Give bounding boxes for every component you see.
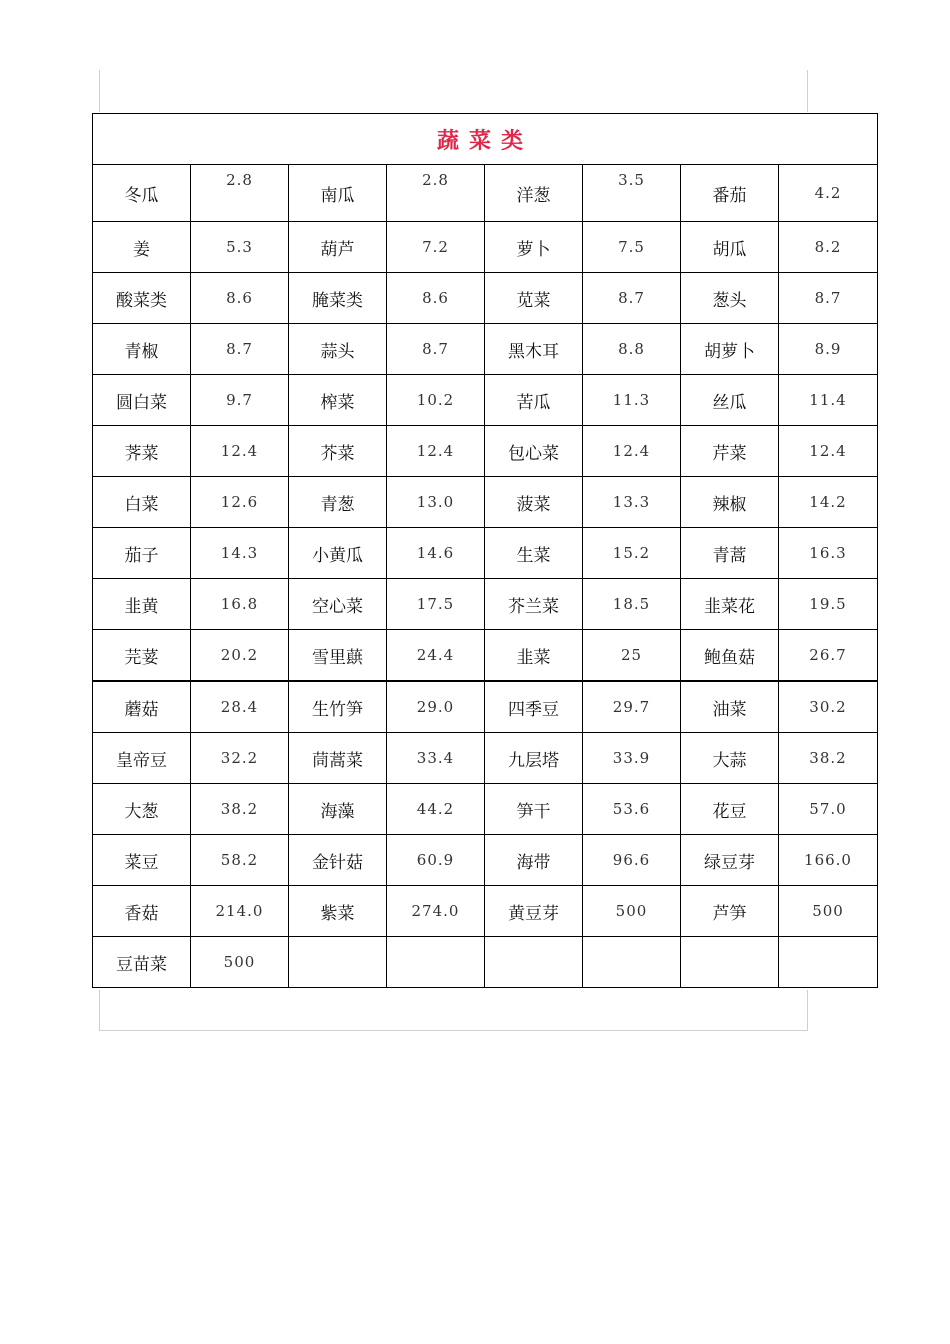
vegetable-value-cell[interactable]: 38.2: [191, 784, 289, 835]
vegetable-value-cell[interactable]: 3.5: [583, 165, 681, 222]
vegetable-name-cell[interactable]: 韭菜花: [681, 579, 779, 630]
margin-guide-right-top: [807, 70, 808, 112]
vegetable-value-cell[interactable]: 14.3: [191, 528, 289, 579]
vegetable-value-cell[interactable]: 12.4: [387, 426, 485, 477]
margin-guide-bottom: [99, 1030, 808, 1031]
vegetable-value-cell[interactable]: 5.3: [191, 222, 289, 273]
vegetable-value-cell[interactable]: 16.3: [779, 528, 878, 579]
vegetable-value-cell[interactable]: 8.7: [387, 324, 485, 375]
table-row: [93, 784, 878, 835]
vegetable-name-cell[interactable]: 生菜: [485, 528, 583, 579]
vegetable-value-cell[interactable]: 96.6: [583, 835, 681, 886]
vegetable-value-cell[interactable]: 32.2: [191, 733, 289, 784]
vegetable-value-cell[interactable]: 16.8: [191, 579, 289, 630]
vegetable-name-cell[interactable]: 菜豆: [93, 835, 191, 886]
vegetable-name-cell[interactable]: 荠菜: [93, 426, 191, 477]
vegetable-name-cell[interactable]: [681, 937, 779, 988]
vegetable-name-cell[interactable]: 生竹笋: [289, 681, 387, 733]
vegetable-value-cell[interactable]: 8.7: [779, 273, 878, 324]
vegetable-value-cell[interactable]: 8.7: [583, 273, 681, 324]
vegetable-name-cell[interactable]: 花豆: [681, 784, 779, 835]
vegetable-name-cell[interactable]: 茼蒿菜: [289, 733, 387, 784]
table-row: [93, 528, 878, 579]
vegetable-value-cell[interactable]: 58.2: [191, 835, 289, 886]
vegetable-value-cell[interactable]: 10.2: [387, 375, 485, 426]
vegetable-value-cell[interactable]: 4.2: [779, 165, 878, 222]
table-row: [93, 886, 878, 937]
vegetable-value-cell[interactable]: 12.4: [583, 426, 681, 477]
vegetable-name-cell[interactable]: 四季豆: [485, 681, 583, 733]
vegetable-value-cell[interactable]: 8.6: [191, 273, 289, 324]
vegetable-table: [92, 113, 878, 988]
vegetable-value-cell[interactable]: 28.4: [191, 681, 289, 733]
vegetable-name-cell[interactable]: 蒜头: [289, 324, 387, 375]
vegetable-name-cell[interactable]: 韭菜: [485, 630, 583, 682]
vegetable-value-cell[interactable]: 60.9: [387, 835, 485, 886]
vegetable-name-cell[interactable]: 皇帝豆: [93, 733, 191, 784]
vegetable-name-cell[interactable]: [485, 937, 583, 988]
vegetable-name-cell[interactable]: 芹菜: [681, 426, 779, 477]
vegetable-value-cell[interactable]: 214.0: [191, 886, 289, 937]
table-row: [93, 630, 878, 682]
vegetable-name-cell[interactable]: 海带: [485, 835, 583, 886]
vegetable-value-cell[interactable]: 20.2: [191, 630, 289, 682]
vegetable-name-cell[interactable]: 绿豆芽: [681, 835, 779, 886]
vegetable-name-cell[interactable]: 空心菜: [289, 579, 387, 630]
vegetable-value-cell[interactable]: 38.2: [779, 733, 878, 784]
vegetable-name-cell[interactable]: 韭黄: [93, 579, 191, 630]
vegetable-name-cell[interactable]: 圆白菜: [93, 375, 191, 426]
vegetable-name-cell[interactable]: 海藻: [289, 784, 387, 835]
vegetable-name-cell[interactable]: 芫荽: [93, 630, 191, 682]
vegetable-name-cell[interactable]: 榨菜: [289, 375, 387, 426]
vegetable-value-cell[interactable]: 44.2: [387, 784, 485, 835]
vegetable-name-cell[interactable]: 胡萝卜: [681, 324, 779, 375]
vegetable-value-cell[interactable]: 33.9: [583, 733, 681, 784]
vegetable-name-cell[interactable]: 茄子: [93, 528, 191, 579]
vegetable-value-cell[interactable]: 8.7: [191, 324, 289, 375]
table-row: [93, 273, 878, 324]
vegetable-value-cell[interactable]: 25: [583, 630, 681, 682]
vegetable-name-cell[interactable]: 冬瓜: [93, 165, 191, 222]
vegetable-value-cell[interactable]: [779, 937, 878, 988]
vegetable-name-cell[interactable]: 青椒: [93, 324, 191, 375]
table-row: [93, 477, 878, 528]
vegetable-name-cell[interactable]: 大蒜: [681, 733, 779, 784]
vegetable-name-cell[interactable]: 九层塔: [485, 733, 583, 784]
vegetable-value-cell[interactable]: 274.0: [387, 886, 485, 937]
vegetable-name-cell[interactable]: 芥菜: [289, 426, 387, 477]
vegetable-value-cell[interactable]: [387, 937, 485, 988]
margin-guide-right-bottom: [807, 990, 808, 1030]
vegetable-name-cell[interactable]: 雪里蕻: [289, 630, 387, 682]
vegetable-value-cell[interactable]: 26.7: [779, 630, 878, 682]
vegetable-name-cell[interactable]: 小黄瓜: [289, 528, 387, 579]
table-row: [93, 375, 878, 426]
vegetable-name-cell[interactable]: 白菜: [93, 477, 191, 528]
vegetable-value-cell[interactable]: 2.8: [191, 165, 289, 222]
vegetable-name-cell[interactable]: 葫芦: [289, 222, 387, 273]
vegetable-name-cell[interactable]: 洋葱: [485, 165, 583, 222]
vegetable-name-cell[interactable]: 紫菜: [289, 886, 387, 937]
vegetable-name-cell[interactable]: 苦瓜: [485, 375, 583, 426]
vegetable-name-cell[interactable]: 包心菜: [485, 426, 583, 477]
vegetable-name-cell[interactable]: 姜: [93, 222, 191, 273]
table-row: [93, 165, 878, 222]
vegetable-value-cell[interactable]: 500: [779, 886, 878, 937]
vegetable-value-cell[interactable]: [583, 937, 681, 988]
vegetable-value-cell[interactable]: 9.7: [191, 375, 289, 426]
vegetable-name-cell[interactable]: 芥兰菜: [485, 579, 583, 630]
vegetable-name-cell[interactable]: 豆苗菜: [93, 937, 191, 988]
vegetable-name-cell[interactable]: 酸菜类: [93, 273, 191, 324]
vegetable-value-cell[interactable]: 7.2: [387, 222, 485, 273]
table-row: [93, 324, 878, 375]
table-body: [93, 114, 878, 988]
table-row: [93, 222, 878, 273]
margin-guide-left-bottom: [99, 990, 100, 1030]
vegetable-value-cell[interactable]: 11.4: [779, 375, 878, 426]
vegetable-name-cell[interactable]: 金针菇: [289, 835, 387, 886]
vegetable-value-cell[interactable]: 166.0: [779, 835, 878, 886]
vegetable-name-cell[interactable]: [289, 937, 387, 988]
vegetable-value-cell[interactable]: 12.4: [779, 426, 878, 477]
vegetable-value-cell[interactable]: 8.6: [387, 273, 485, 324]
vegetable-name-cell[interactable]: 番茄: [681, 165, 779, 222]
vegetable-value-cell[interactable]: 17.5: [387, 579, 485, 630]
vegetable-value-cell[interactable]: 33.4: [387, 733, 485, 784]
vegetable-value-cell[interactable]: 12.4: [191, 426, 289, 477]
table-row: [93, 733, 878, 784]
vegetable-name-cell[interactable]: 菠菜: [485, 477, 583, 528]
vegetable-name-cell[interactable]: 葱头: [681, 273, 779, 324]
vegetable-value-cell[interactable]: 8.2: [779, 222, 878, 273]
margin-guide-left-top: [99, 70, 100, 112]
vegetable-name-cell[interactable]: 笋干: [485, 784, 583, 835]
vegetable-name-cell[interactable]: 大葱: [93, 784, 191, 835]
table-row: [93, 937, 878, 988]
vegetable-name-cell[interactable]: 辣椒: [681, 477, 779, 528]
vegetable-value-cell[interactable]: 15.2: [583, 528, 681, 579]
vegetable-name-cell[interactable]: 丝瓜: [681, 375, 779, 426]
vegetable-name-cell[interactable]: 蘑菇: [93, 681, 191, 733]
vegetable-name-cell[interactable]: 油菜: [681, 681, 779, 733]
vegetable-value-cell[interactable]: 57.0: [779, 784, 878, 835]
vegetable-name-cell[interactable]: 青蒿: [681, 528, 779, 579]
table-row: [93, 835, 878, 886]
vegetable-value-cell[interactable]: 7.5: [583, 222, 681, 273]
vegetable-value-cell[interactable]: 53.6: [583, 784, 681, 835]
vegetable-value-cell[interactable]: 29.0: [387, 681, 485, 733]
vegetable-value-cell[interactable]: 8.9: [779, 324, 878, 375]
vegetable-name-cell[interactable]: 鲍鱼菇: [681, 630, 779, 682]
vegetable-name-cell[interactable]: 芦笋: [681, 886, 779, 937]
vegetable-value-cell[interactable]: 14.6: [387, 528, 485, 579]
vegetable-name-cell[interactable]: 青葱: [289, 477, 387, 528]
vegetable-name-cell[interactable]: 苋菜: [485, 273, 583, 324]
table-row: [93, 426, 878, 477]
vegetable-value-cell[interactable]: 2.8: [387, 165, 485, 222]
vegetable-value-cell[interactable]: 500: [583, 886, 681, 937]
vegetable-name-cell[interactable]: 黄豆芽: [485, 886, 583, 937]
vegetable-name-cell[interactable]: 胡瓜: [681, 222, 779, 273]
vegetable-name-cell[interactable]: 萝卜: [485, 222, 583, 273]
vegetable-value-cell[interactable]: 500: [191, 937, 289, 988]
vegetable-value-cell[interactable]: 8.8: [583, 324, 681, 375]
vegetable-name-cell[interactable]: 黑木耳: [485, 324, 583, 375]
vegetable-value-cell[interactable]: 24.4: [387, 630, 485, 682]
vegetable-value-cell[interactable]: 13.0: [387, 477, 485, 528]
vegetable-name-cell[interactable]: 腌菜类: [289, 273, 387, 324]
vegetable-name-cell[interactable]: 南瓜: [289, 165, 387, 222]
vegetable-value-cell[interactable]: 29.7: [583, 681, 681, 733]
vegetable-value-cell[interactable]: 13.3: [583, 477, 681, 528]
vegetable-value-cell[interactable]: 11.3: [583, 375, 681, 426]
vegetable-value-cell[interactable]: 12.6: [191, 477, 289, 528]
vegetable-value-cell[interactable]: 18.5: [583, 579, 681, 630]
vegetable-value-cell[interactable]: 14.2: [779, 477, 878, 528]
vegetable-value-cell[interactable]: 30.2: [779, 681, 878, 733]
vegetable-name-cell[interactable]: 香菇: [93, 886, 191, 937]
table-row: [93, 681, 878, 733]
table-row: [93, 579, 878, 630]
title-row: [93, 114, 878, 165]
vegetable-value-cell[interactable]: 19.5: [779, 579, 878, 630]
table-title[interactable]: 蔬菜类: [93, 114, 878, 165]
